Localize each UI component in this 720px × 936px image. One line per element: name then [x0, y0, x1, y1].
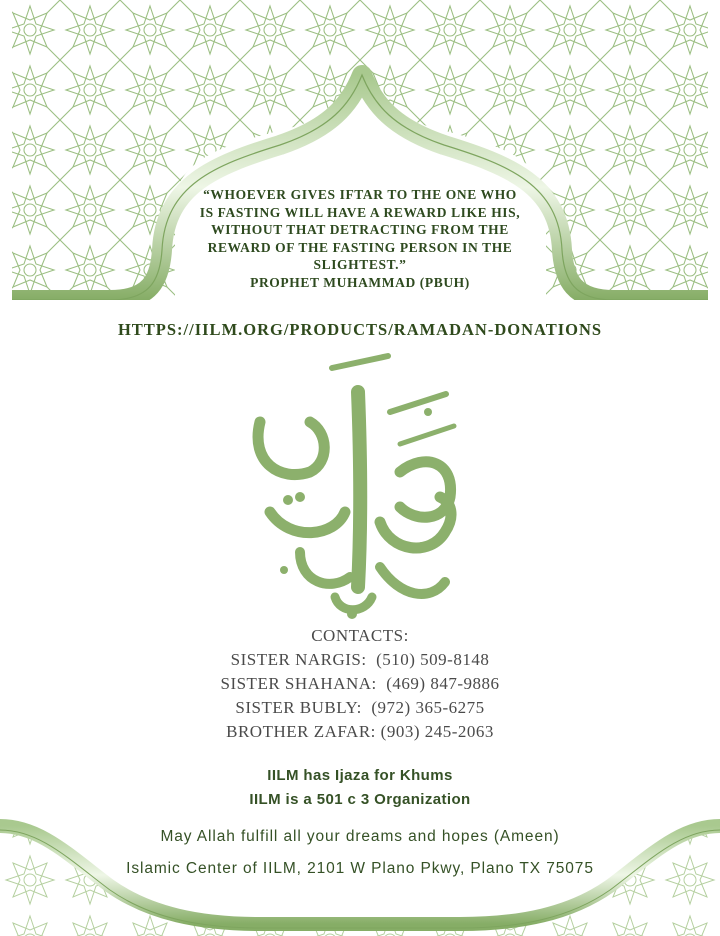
contacts-section: [0, 624, 720, 744]
contact-row: [0, 696, 720, 720]
ijaza-statement: IILM has Ijaza for Khums: [267, 767, 453, 784]
address-line: Islamic Center of IILM, 2101 W Plano Pkwy, Plano TX 75075: [126, 860, 594, 877]
ramadan-mubarak-calligraphy: [240, 352, 480, 622]
quote-line-5: SLIGHTEST.”: [313, 257, 407, 272]
contact-row: [0, 720, 720, 744]
contact-name: SISTER NARGIS:: [230, 650, 367, 669]
hadith-quote: [170, 186, 550, 291]
quote-line-2: IS FASTING WILL HAVE A REWARD LIKE HIS,: [199, 204, 521, 220]
contact-row: [0, 648, 720, 672]
dua-line: May Allah fulfill all your dreams and hopes (Ameen): [160, 828, 560, 845]
nonprofit-statement: IILM is a 501 c 3 Organization: [249, 791, 471, 808]
quote-attribution: PROPHET MUHAMMAD (PBUH): [250, 274, 470, 290]
quote-line-3: WITHOUT THAT DETRACTING FROM THE: [211, 222, 509, 237]
contact-name: BROTHER ZAFAR:: [226, 722, 376, 741]
contact-name: SISTER BUBLY:: [235, 698, 362, 717]
contact-phone[interactable]: (972) 365-6275: [371, 698, 485, 717]
quote-line-1: “WHOEVER GIVES IFTAR TO THE ONE WHO: [203, 187, 517, 202]
contact-row: [0, 672, 720, 696]
contacts-heading: CONTACTS:: [311, 626, 409, 645]
contact-phone[interactable]: (469) 847-9886: [386, 674, 500, 693]
contact-phone[interactable]: (903) 245-2063: [380, 722, 494, 741]
quote-line-4: REWARD OF THE FASTING PERSON IN THE: [207, 239, 513, 255]
contact-name: SISTER SHAHANA:: [220, 674, 377, 693]
donation-url-link[interactable]: HTTPS://IILM.ORG/PRODUCTS/RAMADAN-DONATIONS: [117, 320, 603, 339]
contact-phone[interactable]: (510) 509-8148: [376, 650, 490, 669]
